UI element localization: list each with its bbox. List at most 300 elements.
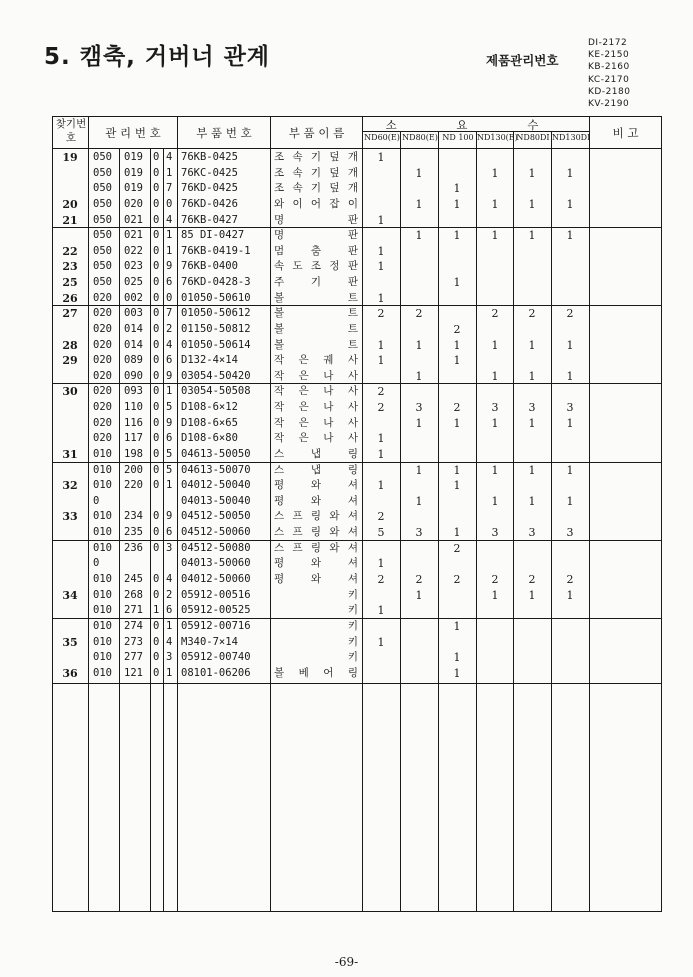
mgmt-number: 020 (124, 197, 143, 210)
mgmt-sub: 0 (153, 385, 160, 398)
quantity: 1 (453, 479, 461, 493)
mgmt-sub: 0 (153, 510, 160, 523)
quantity: 5 (377, 526, 385, 540)
part-name: 평 와 셔 (274, 557, 358, 570)
mgmt-group: 020 (93, 416, 112, 429)
mgmt-group: 050 (93, 182, 112, 195)
quantity: 2 (453, 401, 461, 415)
part-name: 볼 트 (274, 291, 358, 304)
mgmt-sub: 0 (153, 354, 160, 367)
quantity: 1 (528, 338, 536, 352)
find-number: 25 (62, 276, 78, 290)
part-name: 볼 트 (274, 307, 358, 320)
mgmt-group: 050 (93, 276, 112, 289)
quantity: 2 (415, 307, 423, 321)
quantity: 1 (377, 291, 385, 305)
mgmt-number: 090 (124, 369, 143, 382)
part-number: 76KB-0400 (181, 260, 238, 273)
mgmt-check: 3 (166, 651, 173, 664)
quantity: 1 (566, 588, 574, 602)
mgmt-group: 010 (93, 526, 112, 539)
quantity: 1 (415, 197, 423, 211)
mgmt-check: 6 (166, 526, 173, 539)
header-model: ND130(E) (477, 133, 518, 142)
find-number: 23 (62, 260, 78, 274)
mgmt-number: 236 (124, 541, 143, 554)
mgmt-check: 9 (166, 369, 173, 382)
quantity: 1 (566, 494, 574, 508)
mgmt-sub: 0 (153, 463, 160, 476)
mgmt-sub: 1 (153, 604, 160, 617)
mgmt-sub: 0 (153, 166, 160, 179)
part-number: 05912-00740 (181, 651, 251, 664)
part-name: 스 프 링 와 셔 (274, 541, 358, 554)
mgmt-sub: 0 (153, 244, 160, 257)
quantity: 1 (453, 229, 461, 243)
find-number: 35 (62, 635, 78, 649)
part-number: 76KB-0419-1 (181, 244, 251, 257)
quantity: 2 (453, 573, 461, 586)
mgmt-sub: 0 (153, 432, 160, 445)
mgmt-group: 010 (93, 463, 112, 476)
quantity: 1 (415, 369, 423, 383)
quantity: 1 (528, 494, 536, 508)
mgmt-group: 050 (93, 166, 112, 179)
mgmt-group: 020 (93, 401, 112, 414)
mgmt-sub: 0 (153, 276, 160, 289)
mgmt-check: 3 (166, 541, 173, 554)
quantity: 3 (566, 401, 574, 415)
quantity: 1 (377, 557, 385, 571)
mgmt-number: 234 (124, 510, 143, 523)
part-name: 작 은 나 사 (274, 385, 358, 398)
quantity: 1 (453, 463, 461, 477)
mgmt-number: 116 (124, 416, 143, 429)
quantity: 1 (377, 213, 385, 227)
quantity: 1 (377, 260, 385, 274)
mgmt-group: 020 (93, 291, 112, 304)
quantity: 3 (528, 526, 536, 540)
quantity: 2 (566, 573, 574, 586)
mgmt-group: 010 (93, 604, 112, 617)
mgmt-group: 050 (93, 229, 112, 242)
part-number: 01050-50612 (181, 307, 251, 320)
mgmt-group: 0 (93, 557, 100, 570)
mgmt-sub: 0 (153, 588, 160, 601)
mgmt-group: 010 (93, 666, 112, 679)
part-name: 스 냅 링 (274, 463, 358, 476)
mgmt-check: 4 (166, 635, 173, 648)
mgmt-number: 198 (124, 447, 143, 460)
quantity: 1 (491, 463, 499, 477)
mgmt-check: 0 (166, 197, 173, 210)
part-name: 와 이 어 잡 이 (274, 197, 358, 210)
mgmt-number: 014 (124, 322, 143, 335)
quantity: 1 (528, 197, 536, 211)
quantity: 1 (377, 432, 385, 446)
part-name: 주 기 판 (274, 276, 358, 289)
mgmt-sub: 0 (153, 635, 160, 648)
mgmt-group: 050 (93, 244, 112, 257)
mgmt-group: 020 (93, 307, 112, 320)
mgmt-sub: 0 (153, 541, 160, 554)
mgmt-check: 2 (166, 588, 173, 601)
mgmt-group: 010 (93, 541, 112, 554)
mgmt-check: 6 (166, 604, 173, 617)
part-number: 04512-50080 (181, 541, 251, 554)
mgmt-check: 4 (166, 213, 173, 226)
mgmt-group: 020 (93, 338, 112, 351)
part-number: D108-6×80 (181, 432, 238, 445)
mgmt-number: 022 (124, 244, 143, 257)
mgmt-group: 020 (93, 322, 112, 335)
part-name: 키 (347, 619, 358, 632)
mgmt-number: 003 (124, 307, 143, 320)
part-name: 볼 트 (274, 322, 358, 335)
quantity: 1 (415, 494, 423, 508)
quantity: 1 (528, 588, 536, 602)
quantity: 2 (491, 307, 499, 321)
part-name: 평 와 셔 (274, 494, 358, 507)
quantity: 2 (415, 573, 423, 586)
quantity: 1 (415, 229, 423, 243)
mgmt-group: 0 (93, 494, 100, 507)
quantity: 1 (377, 604, 385, 618)
quantity: 1 (377, 338, 385, 352)
quantity: 1 (566, 338, 574, 352)
part-number: 04613-50050 (181, 447, 251, 460)
part-number: 76KD-0426 (181, 197, 238, 210)
mgmt-check: 1 (166, 666, 173, 679)
part-number: 05912-00525 (181, 604, 251, 617)
quantity: 2 (377, 510, 385, 524)
part-number: 76KC-0425 (181, 166, 238, 179)
quantity: 1 (566, 229, 574, 243)
quantity: 1 (377, 244, 385, 258)
find-number: 34 (62, 588, 78, 602)
mgmt-number: 089 (124, 354, 143, 367)
find-number: 19 (62, 151, 78, 164)
quantity: 2 (453, 322, 461, 336)
mgmt-group: 010 (93, 573, 112, 585)
part-number: 04512-50050 (181, 510, 251, 523)
quantity: 1 (491, 494, 499, 508)
mgmt-check: 1 (166, 385, 173, 398)
mgmt-check: 5 (166, 447, 173, 460)
mgmt-sub: 0 (153, 416, 160, 429)
mgmt-number: 110 (124, 401, 143, 414)
quantity: 2 (377, 573, 385, 586)
mgmt-number: 220 (124, 479, 143, 492)
mgmt-group: 010 (93, 619, 112, 632)
model-code: KD-2180 (588, 86, 631, 97)
page-title: 5. 캠축, 거버너 관계 (44, 44, 271, 70)
mgmt-check: 9 (166, 416, 173, 429)
find-number: 29 (62, 354, 78, 368)
mgmt-number: 200 (124, 463, 143, 476)
product-number-label: 제품관리번호 (486, 53, 559, 68)
find-number: 32 (62, 479, 78, 493)
quantity: 1 (377, 479, 385, 493)
quantity: 1 (528, 229, 536, 243)
part-number: 04013-50040 (181, 494, 251, 507)
mgmt-group: 020 (93, 369, 112, 382)
quantity: 1 (415, 463, 423, 477)
quantity: 1 (377, 354, 385, 368)
find-number: 27 (62, 307, 78, 321)
quantity: 2 (377, 307, 385, 321)
part-number: 08101-06206 (181, 666, 251, 679)
quantity: 1 (491, 416, 499, 430)
header-model: ND130DI (552, 133, 591, 142)
header-part-no: 부 품 번 호 (196, 126, 252, 140)
part-name: 평 와 셔 (274, 479, 358, 492)
part-number: 01050-50610 (181, 291, 251, 304)
part-name: 키 (347, 635, 358, 648)
mgmt-group: 010 (93, 635, 112, 648)
mgmt-check: 1 (166, 244, 173, 257)
quantity: 1 (453, 354, 461, 368)
quantity: 1 (453, 666, 461, 680)
quantity: 1 (415, 416, 423, 430)
mgmt-sub: 0 (153, 573, 160, 585)
part-number: 76KB-0425 (181, 151, 238, 163)
part-name: 작 은 나 사 (274, 401, 358, 414)
mgmt-number: 277 (124, 651, 143, 664)
quantity: 2 (377, 385, 385, 399)
part-number: 03054-50420 (181, 369, 251, 382)
model-code: KV-2190 (588, 99, 630, 110)
quantity: 3 (491, 401, 499, 415)
part-name: 볼 베 어 링 (274, 666, 358, 679)
mgmt-sub: 0 (153, 401, 160, 414)
mgmt-number: 235 (124, 526, 143, 539)
mgmt-sub: 0 (153, 151, 160, 163)
quantity: 3 (415, 526, 423, 540)
part-number: 04012-50060 (181, 573, 251, 585)
mgmt-sub: 0 (153, 447, 160, 460)
quantity: 3 (528, 401, 536, 415)
quantity: 2 (528, 307, 536, 321)
mgmt-check: 6 (166, 354, 173, 367)
quantity: 1 (528, 166, 536, 180)
quantity: 1 (566, 463, 574, 477)
parts-table (52, 116, 662, 912)
mgmt-number: 014 (124, 338, 143, 351)
mgmt-check: 9 (166, 260, 173, 273)
part-name: 키 (347, 651, 358, 664)
part-number: 76KD-0428-3 (181, 276, 251, 289)
mgmt-check: 1 (166, 479, 173, 492)
quantity: 1 (377, 447, 385, 461)
quantity: 1 (453, 416, 461, 430)
mgmt-check: 7 (166, 182, 173, 195)
quantity: 3 (491, 526, 499, 540)
part-name: 조 속 기 덮 개 (274, 166, 358, 179)
quantity: 1 (491, 229, 499, 243)
mgmt-check: 4 (166, 338, 173, 351)
mgmt-sub: 0 (153, 260, 160, 273)
part-number: 04012-50040 (181, 479, 251, 492)
quantity: 1 (491, 369, 499, 383)
mgmt-sub: 0 (153, 307, 160, 320)
quantity: 1 (377, 635, 385, 649)
mgmt-sub: 0 (153, 197, 160, 210)
part-name: 스 프 링 와 셔 (274, 510, 358, 523)
part-number: D108-6×12 (181, 401, 238, 414)
part-number: 04613-50070 (181, 463, 251, 476)
part-name: 볼 트 (274, 338, 358, 351)
header-remarks: 비 고 (612, 126, 639, 140)
quantity: 1 (528, 369, 536, 383)
quantity: 1 (528, 416, 536, 430)
mgmt-check: 7 (166, 307, 173, 320)
quantity: 1 (491, 588, 499, 602)
part-number: M340-7×14 (181, 635, 238, 648)
mgmt-check: 4 (166, 151, 173, 163)
quantity: 1 (453, 276, 461, 290)
quantity: 3 (415, 401, 423, 415)
mgmt-check: 1 (166, 229, 173, 242)
mgmt-sub: 0 (153, 213, 160, 226)
part-name: 작 은 나 사 (274, 432, 358, 445)
header-find-no: 찾기번호 (55, 118, 87, 144)
quantity: 2 (491, 573, 499, 586)
quantity: 1 (491, 197, 499, 211)
mgmt-sub: 0 (153, 619, 160, 632)
mgmt-group: 050 (93, 197, 112, 210)
mgmt-number: 274 (124, 619, 143, 632)
part-number: 01150-50812 (181, 322, 251, 335)
quantity: 2 (377, 401, 385, 415)
mgmt-number: 117 (124, 432, 143, 445)
mgmt-number: 093 (124, 385, 143, 398)
part-number: 05912-00716 (181, 619, 251, 632)
mgmt-number: 002 (124, 291, 143, 304)
mgmt-group: 020 (93, 432, 112, 445)
mgmt-check: 1 (166, 619, 173, 632)
find-number: 36 (62, 666, 78, 680)
part-number: 76KB-0427 (181, 213, 238, 226)
part-name: 작 은 궤 사 (274, 354, 358, 367)
mgmt-sub: 0 (153, 369, 160, 382)
model-code: KE-2150 (588, 50, 630, 61)
header-required: 소 요 수 (385, 118, 567, 132)
mgmt-number: 268 (124, 588, 143, 601)
mgmt-sub: 0 (153, 182, 160, 195)
quantity: 1 (566, 166, 574, 180)
header-part-name: 부 품 이 름 (288, 126, 345, 140)
mgmt-number: 021 (124, 229, 143, 242)
part-name: 명 판 (274, 213, 358, 226)
quantity: 1 (453, 651, 461, 665)
mgmt-number: 021 (124, 213, 143, 226)
header-model: ND 100 (442, 133, 474, 142)
mgmt-sub: 0 (153, 651, 160, 664)
header-mgmt-no: 관 리 번 호 (105, 126, 161, 140)
page-number: -69- (334, 955, 359, 969)
header-model: ND60(E) (364, 133, 400, 142)
part-name: 조 속 기 덮 개 (274, 182, 358, 195)
model-list (588, 37, 630, 110)
mgmt-number: 019 (124, 182, 143, 195)
mgmt-sub: 0 (153, 229, 160, 242)
part-name: 작 은 나 사 (274, 416, 358, 429)
mgmt-check: 6 (166, 276, 173, 289)
mgmt-check: 2 (166, 322, 173, 335)
quantity: 1 (528, 463, 536, 477)
mgmt-group: 010 (93, 447, 112, 460)
quantity: 2 (528, 573, 536, 586)
mgmt-sub: 0 (153, 291, 160, 304)
mgmt-sub: 0 (153, 322, 160, 335)
quantity: 1 (566, 416, 574, 430)
mgmt-number: 019 (124, 166, 143, 179)
part-number: 01050-50614 (181, 338, 251, 351)
quantity: 1 (453, 338, 461, 352)
quantity: 1 (491, 338, 499, 352)
find-number: 33 (62, 510, 78, 524)
mgmt-number: 025 (124, 276, 143, 289)
mgmt-check: 1 (166, 166, 173, 179)
quantity: 1 (415, 166, 423, 180)
part-name: 스 냅 링 (274, 447, 358, 460)
mgmt-group: 050 (93, 151, 112, 163)
find-number: 26 (62, 291, 78, 305)
header-model: ND80(E) (402, 133, 438, 142)
quantity: 1 (453, 182, 461, 196)
mgmt-sub: 0 (153, 666, 160, 679)
mgmt-group: 010 (93, 588, 112, 601)
part-name: 평 와 셔 (274, 573, 358, 585)
mgmt-group: 010 (93, 510, 112, 523)
mgmt-check: 0 (166, 291, 173, 304)
mgmt-check: 4 (166, 573, 173, 585)
find-number: 31 (62, 447, 78, 461)
mgmt-number: 023 (124, 260, 143, 273)
part-name: 작 은 나 사 (274, 369, 358, 382)
part-name: 스 프 링 와 셔 (274, 526, 358, 539)
mgmt-number: 121 (124, 666, 143, 679)
part-name: 키 (347, 604, 358, 617)
mgmt-check: 9 (166, 510, 173, 523)
model-code: KC-2170 (588, 74, 630, 85)
mgmt-number: 273 (124, 635, 143, 648)
find-number: 28 (62, 338, 78, 352)
mgmt-group: 010 (93, 651, 112, 664)
quantity: 1 (377, 151, 385, 164)
mgmt-group: 050 (93, 260, 112, 273)
part-name: 키 (347, 588, 358, 601)
quantity: 1 (415, 588, 423, 602)
mgmt-group: 050 (93, 213, 112, 226)
mgmt-check: 5 (166, 401, 173, 414)
mgmt-check: 5 (166, 463, 173, 476)
part-number: D108-6×65 (181, 416, 238, 429)
quantity: 1 (415, 338, 423, 352)
part-number: D132-4×14 (181, 354, 238, 367)
part-name: 조 속 기 덮 개 (274, 151, 358, 163)
part-name: 속 도 조 정 판 (274, 260, 358, 273)
mgmt-sub: 0 (153, 338, 160, 351)
quantity: 1 (453, 197, 461, 211)
part-number: 85 DI-0427 (181, 229, 245, 242)
mgmt-number: 019 (124, 151, 143, 163)
mgmt-number: 271 (124, 604, 143, 617)
quantity: 1 (453, 526, 461, 540)
part-number: 76KD-0425 (181, 182, 238, 195)
quantity: 1 (491, 166, 499, 180)
